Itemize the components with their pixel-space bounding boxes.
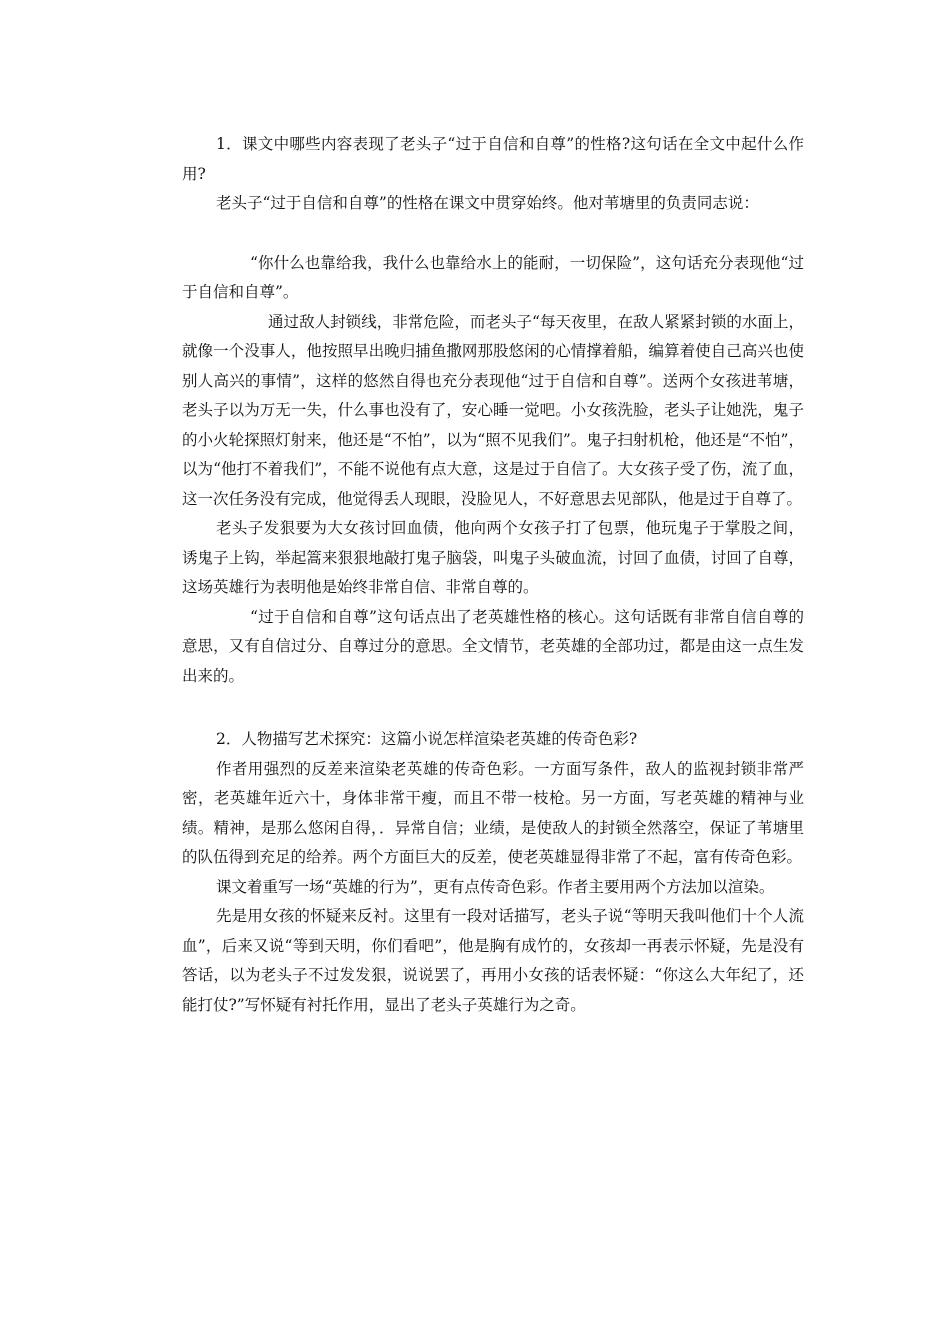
answer-paragraph: 先是用女孩的怀疑来反衬。这里有一段对话描写，老头子说“等明天我叫他们十个人流血”，后来又说“等到天明，你们看吧”，他是胸有成竹的，女孩却一再表示怀疑，先是没有答话，以为老头子不过发发狠，说说罢了，再用小女孩的话表怀疑：“你这么大年纪了，还能打仗?”写怀疑有衬托作用，显出了老头子英雄行为之奇。 [182,907,804,1014]
answer-paragraph: 作者用强烈的反差来渲染老英雄的传奇色彩。一方面写条件，敌人的监视封锁非常严密，老英雄年近六十，身体非常干瘦，而且不带一枝枪。另一方面，写老英雄的精神与业绩。精神，是那么悠闲自得，．异常自信；业绩，是使敌人的封锁全然落空，保证了苇塘里的队伍得到充足的给养。两个方面巨大的反差，使老英雄显得非常了不起，富有传奇色彩。 [182,759,804,866]
answer-paragraph: 老头子发狠要为大女孩讨回血债，他向两个女孩子打了包票，他玩鬼子于掌股之间，诱鬼子上钩，举起篙来狠狠地敲打鬼子脑袋，叫鬼子头破血流，讨回了血债，讨回了自尊，这场英雄行为表明他是始终非常自信、非常自尊的。 [182,519,804,596]
question-2: 2．人物描写艺术探究：这篇小说怎样渲染老英雄的传奇色彩? [216,730,638,748]
answer-paragraph: 课文着重写一场“英雄的行为”，更有点传奇色彩。作者主要用两个方法加以渲染。 [216,877,775,896]
answer-paragraph: 通过敌人封锁线，非常危险，而老头子“每天夜里，在敌人紧紧封锁的水面上，就像一个没事人，他按照早出晚归捕鱼撒网那股悠闲的心情撑着船，编算着使自己高兴也使别人高兴的事情”，这样的悠然自得也充分表现他“过于自信和自尊”。送两个女孩进苇塘，老头子以为万无一失，什么事也没有了，安心睡一觉吧。小女孩洗脸，老头子让她洗，鬼子的小火轮探照灯射来，他还是“不怕”，以为“照不见我们”。鬼子扫射机枪，他还是“不怕”，以为“他打不着我们”，不能不说他有点大意，这是过于自信了。大女孩子受了伤，流了血，这一次任务没有完成，他觉得丢人现眼，没脸见人，不好意思去见部队，他是过于自尊了。 [182,312,804,508]
question-1: 1．课文中哪些内容表现了老头子“过于自信和自尊”的性格?这句话在全文中起什么作用? [182,135,804,183]
answer-paragraph: “过于自信和自尊”这句话点出了老英雄性格的核心。这句话既有非常自信自尊的意思，又有自信过分、自尊过分的意思。全文情节，老英雄的全部功过，都是由这一点生发出来的。 [182,607,804,685]
document-body [182,130,804,1020]
answer-paragraph: 老头子“过于自信和自尊”的性格在课文中贯穿始终。他对苇塘里的负责同志说： [216,194,759,212]
answer-paragraph: “你什么也靠给我，我什么也靠给水上的能耐，一切保险”，这句话充分表现他“过于自信和自尊”。 [182,253,804,301]
